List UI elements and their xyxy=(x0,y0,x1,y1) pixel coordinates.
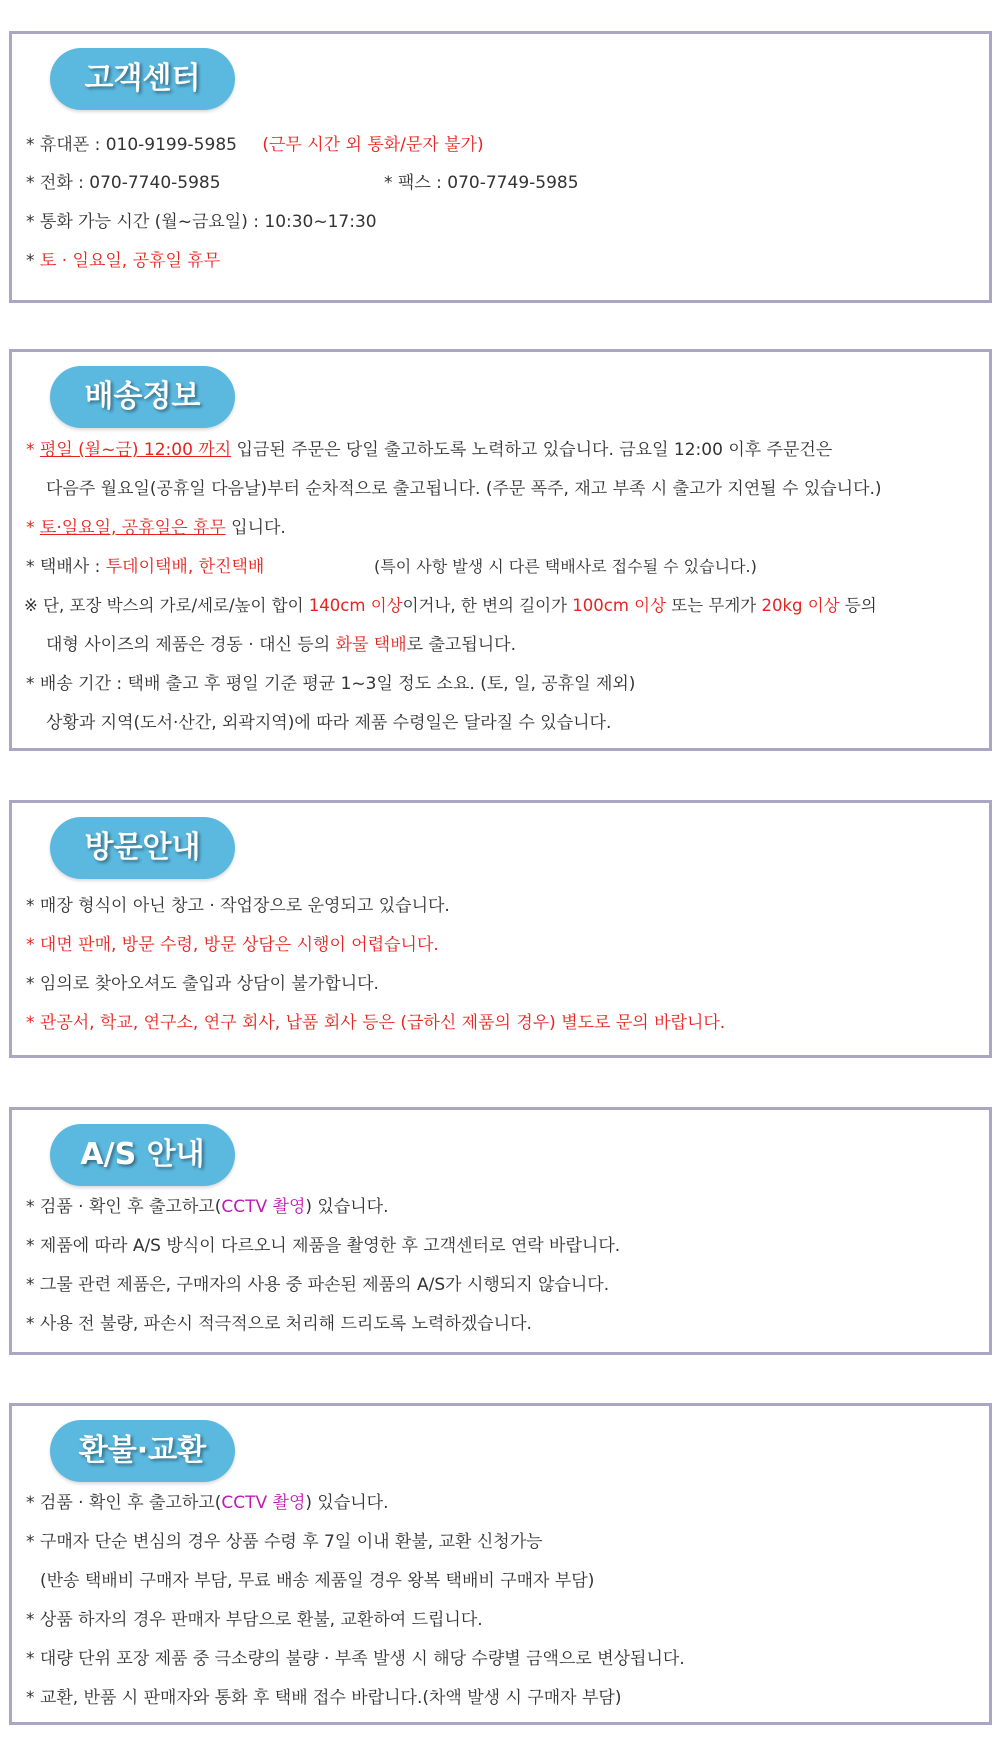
weekday-cutoff: 평일 (월~금) 12:00 까지 xyxy=(39,440,232,460)
shipping-line-5 xyxy=(24,595,877,617)
contact-section xyxy=(9,31,992,303)
shipping-line-8: 상황과 지역(도서·산간, 외곽지역)에 따라 제품 수령일은 달라질 수 있습니다. xyxy=(46,713,612,733)
shipping-line-3 xyxy=(26,517,286,539)
text: ※ 단, 포장 박스의 가로/세로/높이 합이 xyxy=(24,596,309,615)
freight-courier: 화물 택배 xyxy=(335,635,407,655)
as-line-4: * 사용 전 불량, 파손시 적극적으로 처리해 드리도록 노력하겠습니다. xyxy=(26,1314,532,1334)
text: ) 있습니다. xyxy=(305,1197,389,1217)
courier-label: * 택배사 : xyxy=(26,557,106,577)
visit-line-4: * 관공서, 학교, 연구소, 연구 회사, 납품 회사 등은 (급하신 제품의 경우) 별도로 문의 바랍니다. xyxy=(26,1013,726,1033)
text: 대형 사이즈의 제품은 경동 · 대신 등의 xyxy=(46,635,336,655)
phone-line xyxy=(26,134,484,156)
as-line-2: * 제품에 따라 A/S 방식이 다르오니 제품을 촬영한 후 고객센터로 연락 바랍니다. xyxy=(26,1236,621,1256)
weekend-closed: 토·일요일, 공휴일은 휴무 xyxy=(39,518,226,538)
as-line-3: * 그물 관련 제품은, 구매자의 사용 중 파손된 제품의 A/S가 시행되지 않습니다. xyxy=(26,1275,610,1295)
shipping-line-1-text: 입금된 주문은 당일 출고하도록 노력하고 있습니다. 금요일 12:00 이후 주문건은 xyxy=(231,440,833,460)
shipping-line-2: 다음주 월요일(공휴일 다음날)부터 순차적으로 출고됩니다. (주문 폭주, 재고 부족 시 출고가 지연될 수 있습니다.) xyxy=(46,479,882,499)
text: 등의 xyxy=(839,596,877,615)
shipping-line-7: * 배송 기간 : 택배 출고 후 평일 기준 평균 1~3일 정도 소요. (토, 일, 공휴일 제외) xyxy=(26,674,636,694)
text: 이거나, 한 변의 길이가 xyxy=(402,596,573,615)
bullet: * xyxy=(26,440,40,460)
size-limit: 140cm 이상 xyxy=(308,596,403,615)
closed-text: 토 · 일요일, 공휴일 휴무 xyxy=(39,251,221,271)
visit-line-1: * 매장 형식이 아닌 창고 · 작업장으로 운영되고 있습니다. xyxy=(26,896,450,916)
section-title: 배송정보 xyxy=(50,366,235,428)
bullet: * xyxy=(26,251,40,271)
visit-line-3: * 임의로 찾아오셔도 출입과 상담이 불가합니다. xyxy=(26,974,379,994)
refund-line-2: * 구매자 단순 변심의 경우 상품 수령 후 7일 이내 환불, 교환 신청가능 xyxy=(26,1532,543,1552)
refund-line-6: * 교환, 반품 시 판매자와 통화 후 택배 접수 바랍니다.(차액 발생 시 구매자 부담) xyxy=(26,1688,622,1708)
refund-line-3: (반송 택배비 구매자 부담, 무료 배송 제품일 경우 왕복 택배비 구매자 부담) xyxy=(40,1571,595,1591)
section-title: 환불·교환 xyxy=(50,1420,235,1482)
shipping-section xyxy=(9,349,992,751)
shipping-line-1 xyxy=(26,439,832,461)
closed-line xyxy=(26,250,220,272)
shipping-line-6 xyxy=(46,634,516,656)
text: 또는 무게가 xyxy=(666,596,762,615)
as-section xyxy=(9,1107,992,1355)
weight-limit: 20kg 이상 xyxy=(761,596,840,615)
shipping-line-3-text: 입니다. xyxy=(225,518,286,538)
courier-names: 투데이택배, 한진택배 xyxy=(105,557,265,577)
cctv-text: CCTV 촬영 xyxy=(221,1197,306,1217)
text: 로 출고됩니다. xyxy=(406,635,516,655)
text: * 검품 · 확인 후 출고하고( xyxy=(26,1197,222,1217)
text: * 검품 · 확인 후 출고하고( xyxy=(26,1493,222,1513)
length-limit: 100cm 이상 xyxy=(572,596,667,615)
refund-line-5: * 대량 단위 포장 제품 중 극소량의 불량 · 부족 발생 시 해당 수량별 금액으로 변상됩니다. xyxy=(26,1649,685,1669)
refund-line-1 xyxy=(26,1492,389,1514)
phone-text: * 휴대폰 : 010-9199-5985 xyxy=(26,135,237,155)
section-title: 방문안내 xyxy=(50,817,235,879)
tel-line: * 전화 : 070-7740-5985 xyxy=(26,173,221,193)
cctv-text: CCTV 촬영 xyxy=(221,1493,306,1513)
shipping-line-4 xyxy=(26,556,264,578)
refund-section xyxy=(9,1403,992,1725)
section-title: A/S 안내 xyxy=(50,1124,235,1186)
refund-line-4: * 상품 하자의 경우 판매자 부담으로 환불, 교환하여 드립니다. xyxy=(26,1610,483,1630)
text: ) 있습니다. xyxy=(305,1493,389,1513)
visit-section xyxy=(9,800,992,1058)
hours-line: * 통화 가능 시간 (월~금요일) : 10:30~17:30 xyxy=(26,212,377,232)
phone-note: (근무 시간 외 통화/문자 불가) xyxy=(262,135,484,155)
as-line-1 xyxy=(26,1196,389,1218)
visit-line-2: * 대면 판매, 방문 수령, 방문 상담은 시행이 어렵습니다. xyxy=(26,935,439,955)
fax-line: * 팩스 : 070-7749-5985 xyxy=(384,173,579,193)
section-title: 고객센터 xyxy=(50,48,235,110)
bullet: * xyxy=(26,518,40,538)
courier-note: (특이 사항 발생 시 다른 택배사로 접수될 수 있습니다.) xyxy=(374,557,757,576)
